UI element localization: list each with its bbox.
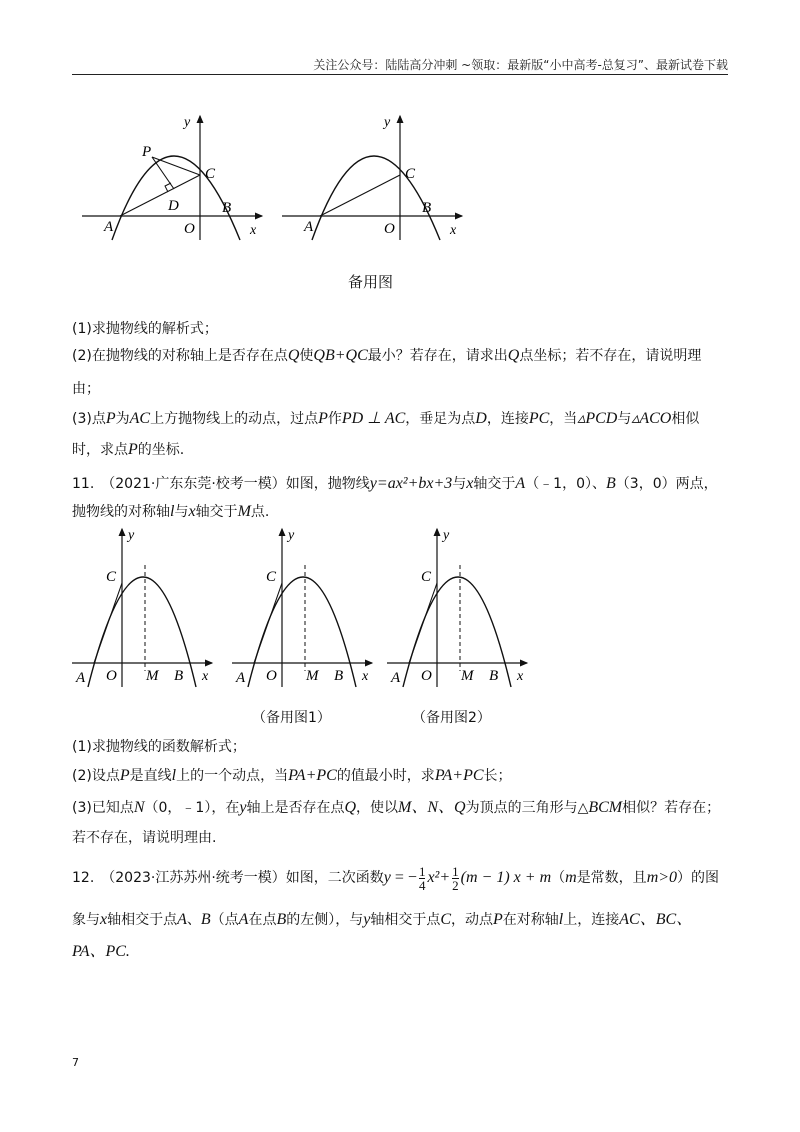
label-a: A (104, 219, 114, 235)
svg-text:M: M (461, 668, 474, 684)
q11-part3-cont: 若不存在，请说明理由. (72, 830, 217, 846)
svg-text:x: x (517, 669, 524, 684)
q11-part3: (3)已知点N（0，﹣1），在y轴上是否存在点Q，使以M、N、Q为顶点的三角形与△BCM相似？若存在； (72, 799, 721, 816)
q11-intro-cont: 抛物线的对称轴l与x轴交于M点. (72, 503, 270, 520)
q11-caption1: （备用图1） (252, 710, 331, 726)
q10-part2-cont: 由； (72, 381, 100, 397)
label-c: C (205, 166, 216, 182)
q11-part1: (1)求抛物线的函数解析式； (72, 739, 246, 755)
q10-figure-main (80, 112, 270, 247)
svg-text:B: B (174, 668, 184, 684)
q10-part3-cont: 时，求点P的坐标. (72, 441, 185, 458)
svg-text:B: B (334, 668, 344, 684)
q11-figure-main (70, 525, 220, 695)
q10-part3: (3)点P为AC上方抛物线上的动点，过点P作PD ⊥ AC，垂足为点D，连接PC，当▵PCD与▵ACO相似 (72, 410, 700, 427)
label-x: x (250, 223, 257, 238)
label-y: y (384, 115, 391, 130)
q10-part2: (2)在抛物线的对称轴上是否存在点Q使QB+QC最小？若存在，请求出Q点坐标；若不存在，请说明理 (72, 347, 702, 364)
svg-text:C: C (421, 569, 432, 585)
svg-text:M: M (146, 668, 159, 684)
q11-figure-spare2 (385, 525, 535, 695)
page-number: 7 (72, 1056, 79, 1069)
svg-text:O: O (421, 668, 432, 684)
svg-text:x: x (362, 669, 369, 684)
svg-text:A: A (391, 670, 401, 686)
svg-text:C: C (266, 569, 277, 585)
q10-part1: (1)求抛物线的解析式； (72, 321, 218, 337)
label-o: O (184, 221, 195, 237)
svg-text:y: y (128, 528, 135, 543)
svg-text:C: C (106, 569, 117, 585)
q11-part2: (2)设点P是直线l上的一个动点，当PA+PC的值最小时，求PA+PC长； (72, 767, 512, 784)
label-c: C (405, 166, 416, 182)
label-d: D (168, 198, 179, 214)
svg-text:x: x (202, 669, 209, 684)
label-p: P (142, 144, 152, 160)
q11-figure-spare1 (230, 525, 380, 695)
svg-text:O: O (106, 668, 117, 684)
page-header: 关注公众号：陆陆高分冲刺 ~领取：最新版“小中高考-总复习”、最新试卷下载 (313, 58, 728, 72)
svg-text:y: y (443, 528, 450, 543)
q10-figure-spare (280, 112, 470, 247)
q11-caption2: （备用图2） (412, 710, 491, 726)
svg-text:A: A (76, 670, 86, 686)
q11-intro: 11. （2021·广东东莞·校考一模）如图，抛物线y=ax²+bx+3与x轴交于A（﹣1，0）、B（3，0）两点， (72, 475, 718, 492)
label-o: O (384, 221, 395, 237)
q12-line2: 象与x轴相交于点A、B（点A在点B的左侧），与y轴相交于点C，动点P在对称轴l上，连接AC、BC、 (72, 911, 693, 928)
q12-line3: PA、PC. (72, 943, 130, 960)
label-b: B (422, 200, 432, 216)
header-divider (72, 74, 728, 75)
q10-caption: 备用图 (348, 273, 394, 291)
svg-text:M: M (306, 668, 319, 684)
label-y: y (184, 115, 191, 130)
svg-text:A: A (236, 670, 246, 686)
label-x: x (450, 223, 457, 238)
label-b: B (222, 200, 232, 216)
q12-intro: 12. （2023·江苏苏州·统考一模）如图，二次函数y = − $\frac{1}{4}$ x²+ $\frac{1}{2}$ (m − 1) x + m（m是常数，且m>0）的图 (72, 863, 720, 893)
label-a: A (304, 219, 314, 235)
svg-text:y: y (288, 528, 295, 543)
svg-text:O: O (266, 668, 277, 684)
svg-text:B: B (489, 668, 499, 684)
